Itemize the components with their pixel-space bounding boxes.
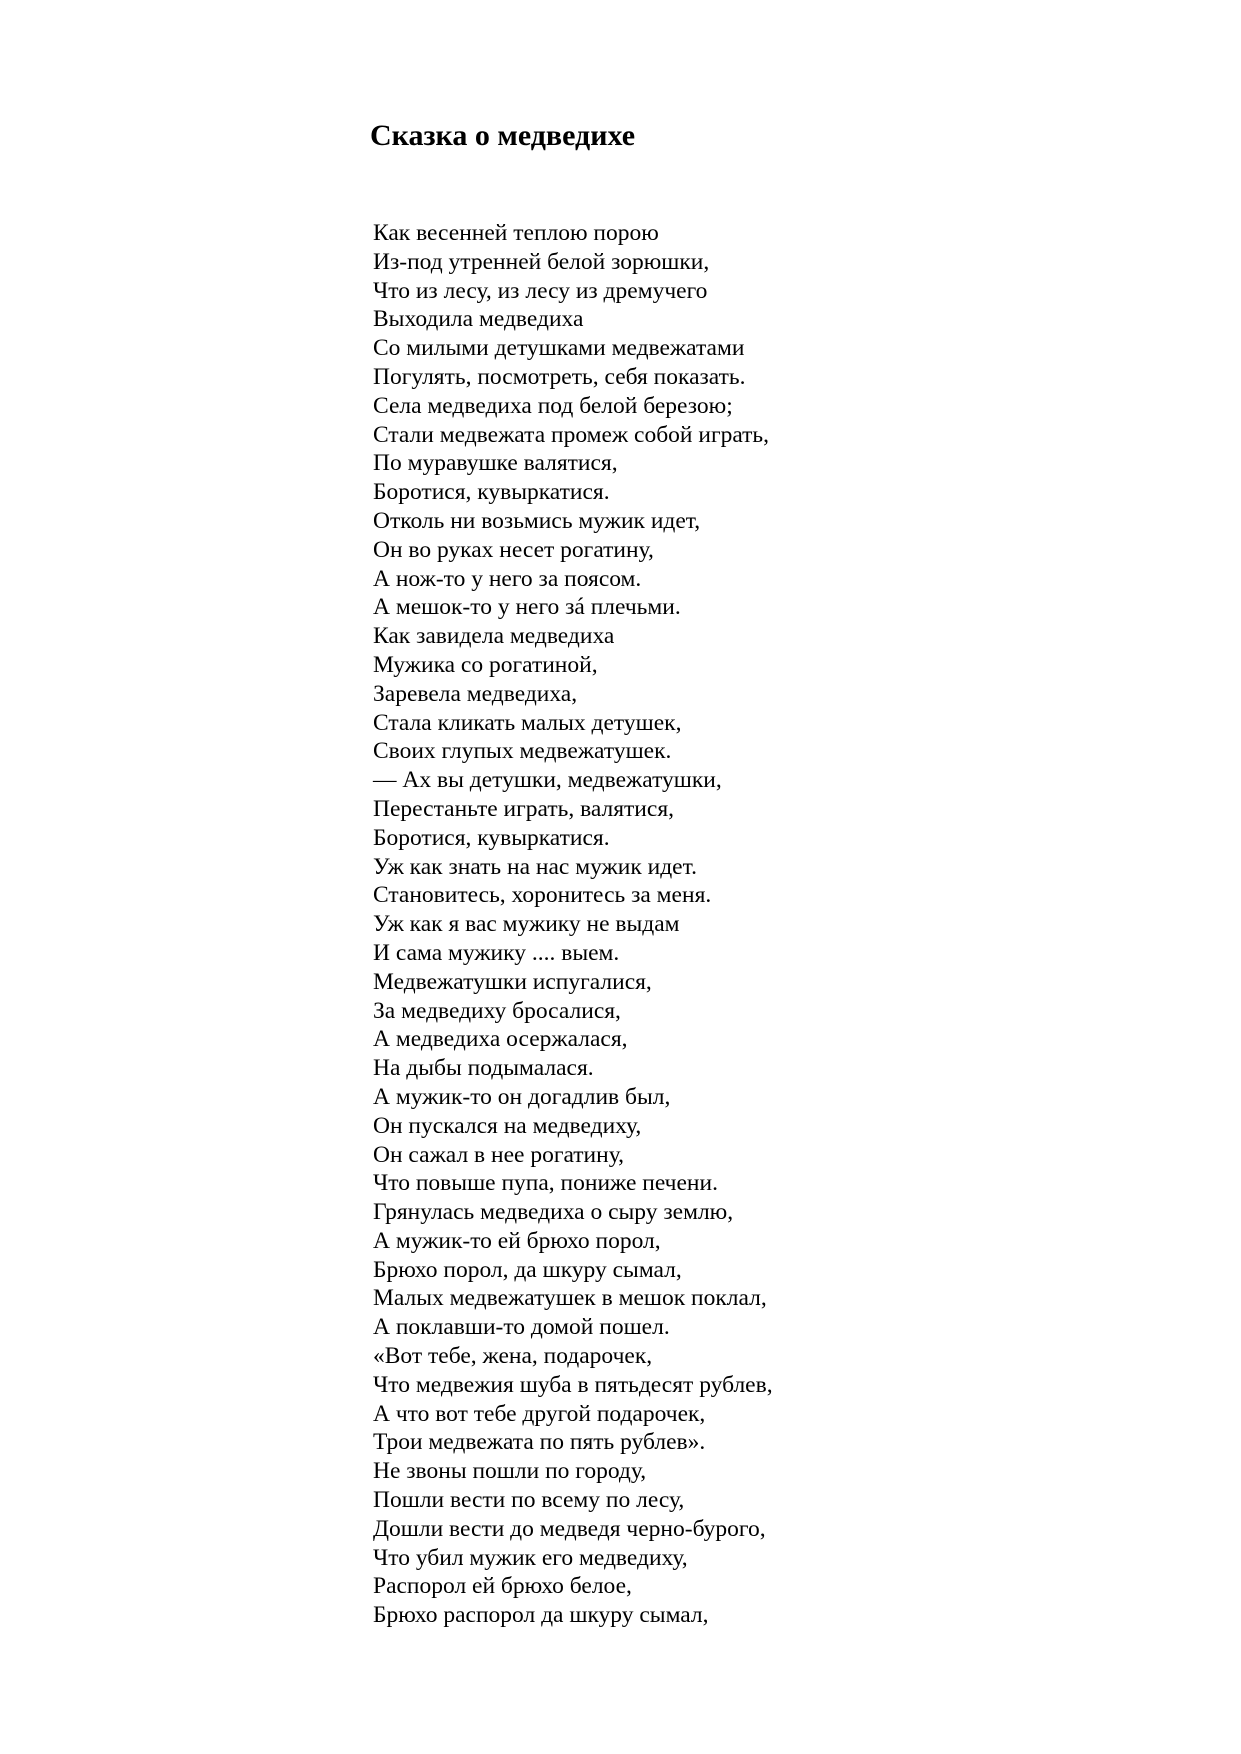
poem-line: Малых медвежатушек в мешок поклал, (373, 1285, 767, 1312)
poem-line: — Ах вы детушки, медвежатушки, (373, 767, 722, 794)
poem-line: А нож-то у него за поясом. (373, 565, 642, 592)
poem-line: На дыбы подымалася. (373, 1055, 594, 1082)
poem-line: Мужика со рогатиной, (373, 651, 598, 678)
poem-line: По муравушке валятися, (373, 450, 618, 477)
poem-line: Становитесь, хоронитесь за меня. (373, 882, 712, 909)
poem-line: Брюхо распорол да шкуру сымал, (373, 1602, 709, 1629)
poem-line: Села медведиха под белой березою; (373, 392, 733, 419)
poem-line: Что из лесу, из лесу из дремучего (373, 277, 708, 304)
poem-line: А медведиха осержалася, (373, 1026, 628, 1053)
poem-line: «Вот тебе, жена, подарочек, (373, 1343, 653, 1370)
poem-line: Отколь ни возьмись мужик идет, (373, 507, 701, 534)
poem-line: А что вот тебе другой подарочек, (373, 1400, 706, 1427)
poem-line: Как весенней теплою порою (373, 220, 659, 246)
poem-line: Он сажал в нее рогатину, (373, 1141, 624, 1168)
poem-text (373, 219, 773, 1630)
poem-line: И сама мужику .... выем. (373, 939, 620, 966)
poem-line: Пошли вести по всему по лесу, (373, 1487, 685, 1514)
document-title: Сказка о медведихе (370, 119, 636, 152)
poem-line: А мужик-то ей брюхо порол, (373, 1227, 661, 1254)
poem-line: Из-под утренней белой зорюшки, (373, 248, 710, 275)
poem-line: А мужик-то он догадлив был, (373, 1083, 671, 1110)
poem-line: Как завидела медведиха (373, 623, 615, 650)
poem-line: Не звоны пошли по городу, (373, 1458, 647, 1485)
poem-line: За медведиху бросалися, (373, 997, 621, 1024)
poem-line: Боротися, кувыркатися. (373, 824, 610, 851)
poem-line: Распорол ей брюхо белое, (373, 1573, 632, 1600)
poem-line: Своих глупых медвежатушек. (373, 738, 672, 765)
poem-line: Что медвежия шуба в пятьдесят рублев, (373, 1371, 773, 1398)
poem-line: А мешок-то у него зá плечьми. (373, 594, 681, 621)
poem-line: Он пускался на медведиху, (373, 1112, 642, 1139)
poem-line: Погулять, посмотреть, себя показать. (373, 363, 746, 390)
poem-line: Медвежатушки испугалися, (373, 968, 652, 995)
poem-line: Грянулась медведиха о сыру землю, (373, 1199, 734, 1226)
poem-line: Брюхо порол, да шкуру сымал, (373, 1256, 682, 1283)
poem-line: Дошли вести до медведя черно-бурого, (373, 1515, 766, 1542)
poem-line: Боротися, кувыркатися. (373, 479, 610, 506)
poem-line: Стали медвежата промеж собой играть, (373, 421, 770, 448)
poem-line: Он во руках несет рогатину, (373, 536, 654, 563)
poem-line: А поклавши-то домой пошел. (373, 1314, 670, 1341)
poem-line: Стала кликать малых детушек, (373, 709, 682, 736)
poem-line: Что убил мужик его медведиху, (373, 1544, 688, 1571)
poem-line: Заревела медведиха, (373, 680, 578, 707)
poem-line: Трои медвежата по пять рублев». (373, 1429, 706, 1456)
poem-line: Перестаньте играть, валятися, (373, 795, 675, 822)
poem-line: Уж как я вас мужику не выдам (373, 911, 680, 938)
poem-line: Со милыми детушками медвежатами (373, 335, 745, 362)
poem-line: Выходила медведиха (373, 306, 584, 333)
poem-line: Что повыше пупа, пониже печени. (373, 1170, 718, 1197)
poem-line: Уж как знать на нас мужик идет. (373, 853, 697, 880)
